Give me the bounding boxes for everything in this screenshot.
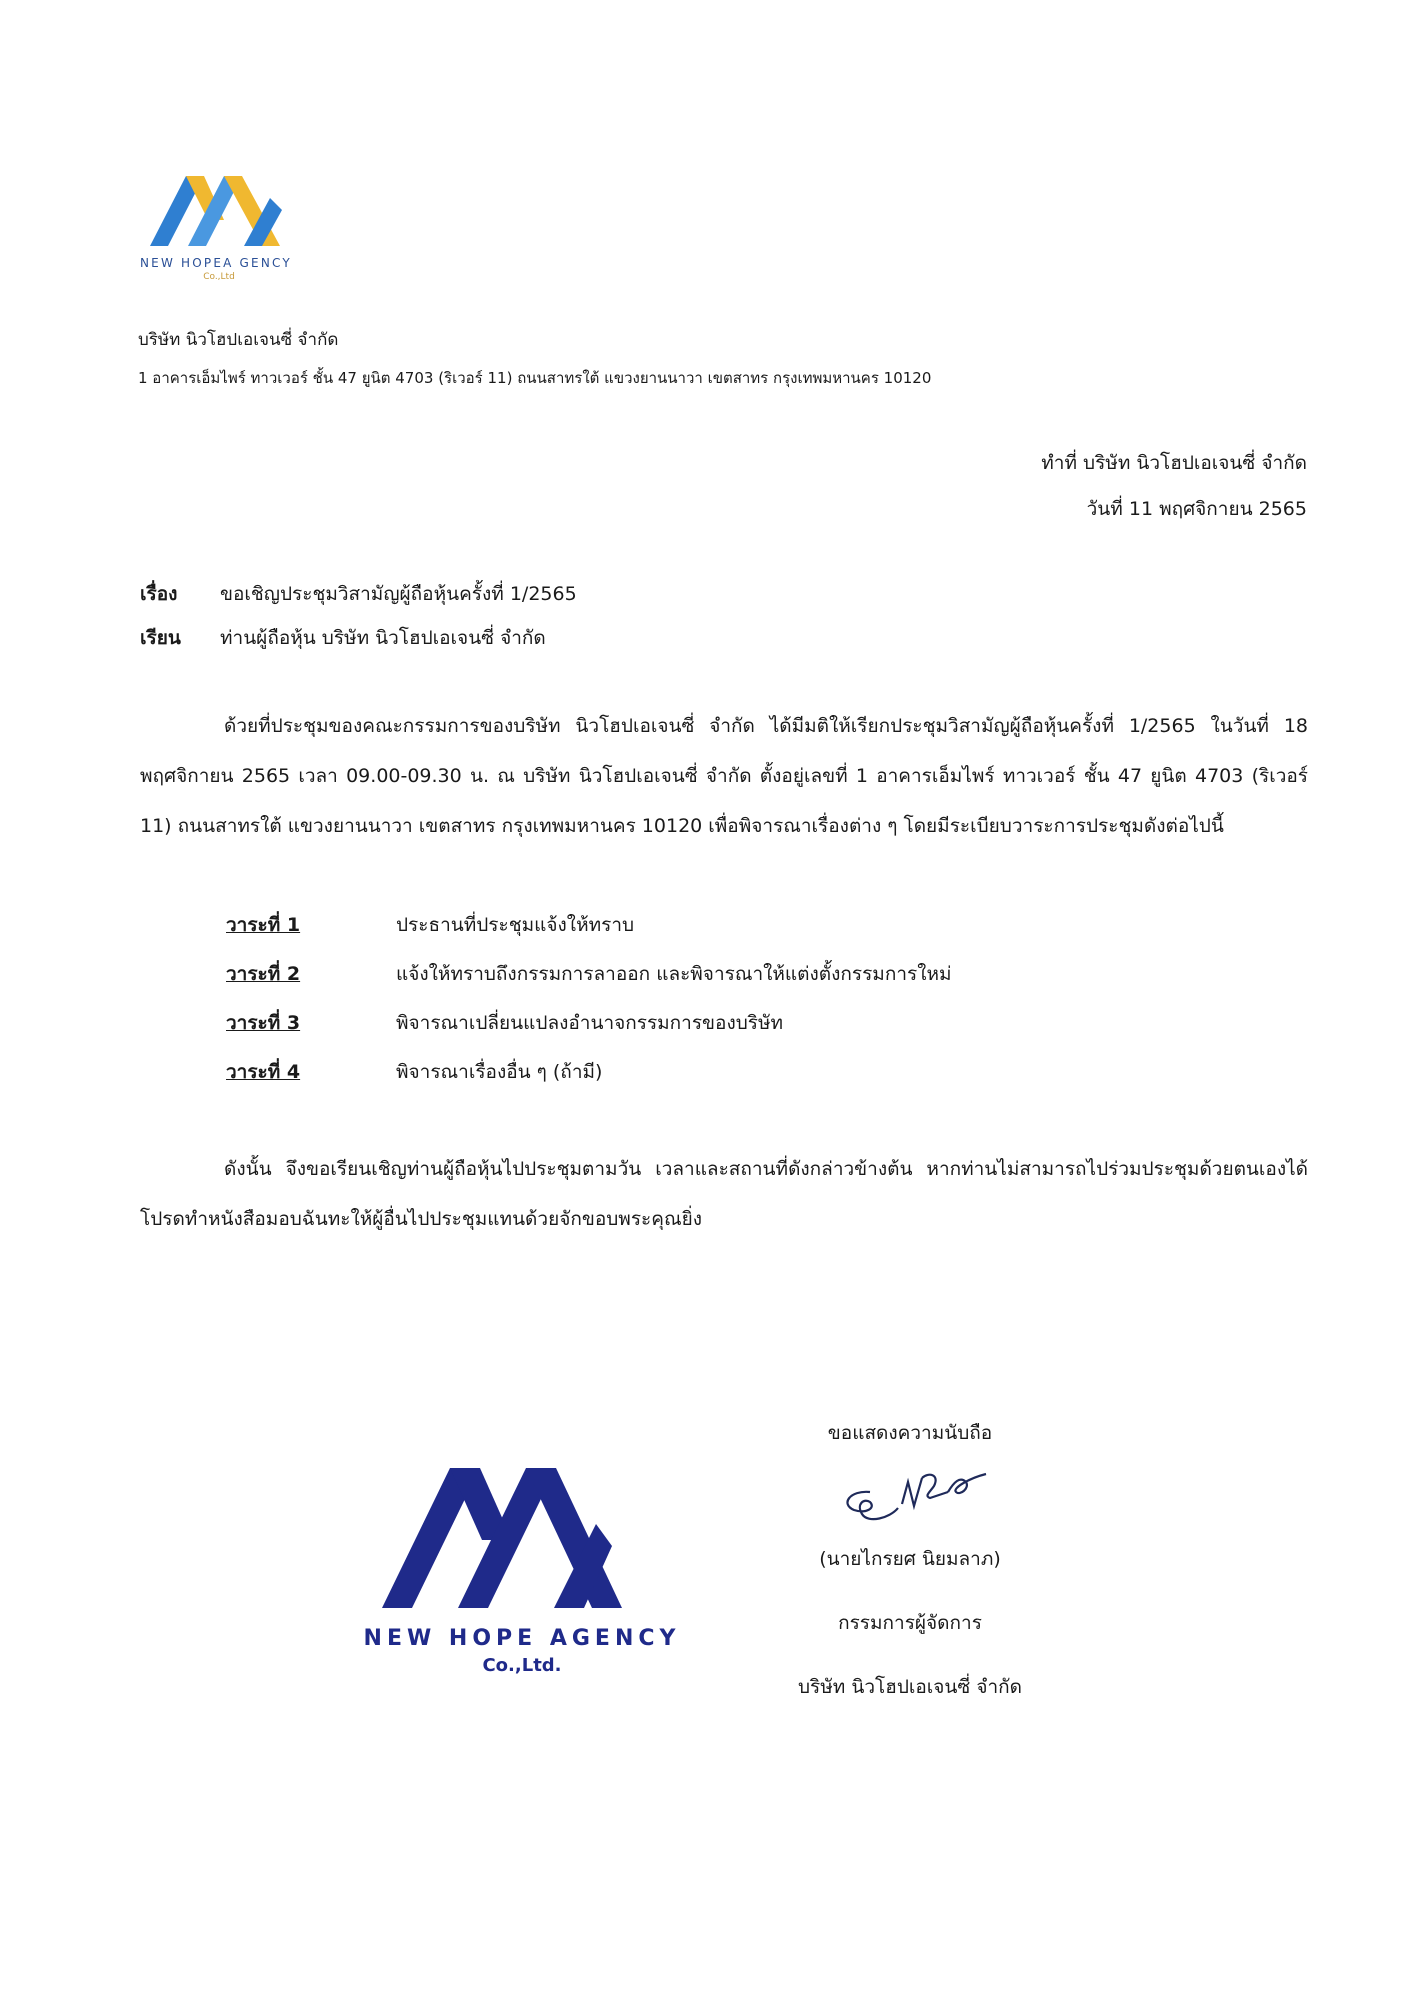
- agenda-number: วาระที่ 4: [226, 1060, 301, 1083]
- company-logo: [140, 158, 308, 282]
- signature-block: [760, 1418, 1060, 1702]
- recipient-text: ท่านผู้ถือหุ้น บริษัท นิวโฮปเอเจนซี่ จำกัด: [220, 627, 546, 649]
- letter-date: วันที่ 11 พฤศจิกายน 2565: [1086, 498, 1307, 520]
- company-seal: [362, 1428, 682, 1676]
- agenda-item: [226, 998, 952, 1047]
- body-paragraph-2-text: ดังนั้น จึงขอเรียนเชิญท่านผู้ถือหุ้นไปประชุมตามวัน เวลาและสถานที่ดังกล่าวข้างต้น หากท่านไม่สามารถไปร่วมประชุมด้วยตนเองได้ โปรดทำหนังสือมอบฉันทะให้ผู้อื่นไปประชุมแทนด้วยจักขอบพระคุณยิ่ง: [140, 1158, 1308, 1230]
- company-seal-mark: [372, 1428, 672, 1618]
- agenda-text: แจ้งให้ทราบถึงกรรมการลาออก และพิจารณาให้แต่งตั้งกรรมการใหม่: [396, 962, 952, 985]
- recipient-row: [140, 623, 546, 653]
- body-paragraph-2: [140, 1144, 1308, 1244]
- subject-label: เรื่อง: [140, 583, 178, 605]
- agenda-item: [226, 949, 952, 998]
- agenda-text: พิจารณาเปลี่ยนแปลงอำนาจกรรมการของบริษัท: [396, 1011, 784, 1034]
- logo-brand-text: NEW HOPEA GENCY: [140, 256, 292, 270]
- agenda-text: ประธานที่ประชุมแจ้งให้ทราบ: [396, 913, 635, 936]
- agenda-number: วาระที่ 2: [226, 962, 301, 985]
- body-paragraph-1: [140, 701, 1308, 851]
- company-address: 1 อาคารเอ็มไพร์ ทาวเวอร์ ชั้น 47 ยูนิต 4703 (ริเวอร์ 11) ถนนสาทรใต้ แขวงยานนาวา เขตสาทร กรุงเทพมหานคร 10120: [138, 369, 932, 387]
- agenda-text: พิจารณาเรื่องอื่น ๆ (ถ้ามี): [396, 1060, 603, 1083]
- closing-text: ขอแสดงความนับถือ: [827, 1422, 993, 1444]
- recipient-label: เรียน: [140, 627, 181, 649]
- body-paragraph-1-text: ด้วยที่ประชุมของคณะกรรมการของบริษัท นิวโฮปเอเจนซี่ จำกัด ได้มีมติให้เรียกประชุมวิสามัญผู้ถือหุ้นครั้งที่ 1/2565 ในวันที่ 18 พฤศจิกายน 2565 เวลา 09.00-09.30 น. ณ บริษัท นิวโฮปเอเจนซี่ จำกัด ตั้งอยู่เลขที่ 1 อาคารเอ็มไพร์ ทาวเวอร์ ชั้น 47 ยูนิต 4703 (ริเวอร์ 11) ถนนสาทรใต้ แขวงยานนาวา เขตสาทร กรุงเทพมหานคร 10120 เพื่อพิจารณาเรื่องต่าง ๆ โดยมีระเบียบวาระการประชุมดังต่อไปนี้: [140, 715, 1308, 837]
- company-logo-mark: [146, 158, 296, 250]
- signatory-company: บริษัท นิวโฮปเอเจนซี่ จำกัด: [798, 1676, 1022, 1698]
- subject-row: [140, 579, 577, 609]
- handwritten-signature: [810, 1452, 1010, 1542]
- company-name: บริษัท นิวโฮปเอเจนซี่ จำกัด: [138, 330, 339, 350]
- subject-text: ขอเชิญประชุมวิสามัญผู้ถือหุ้นครั้งที่ 1/2565: [220, 583, 577, 605]
- agenda-number: วาระที่ 1: [226, 913, 301, 936]
- letter-place: ทำที่ บริษัท นิวโฮปเอเจนซี่ จำกัด: [1041, 452, 1307, 474]
- logo-sub-text: Co.,Ltd: [203, 272, 235, 282]
- seal-company-suffix: Co.,Ltd.: [482, 1655, 562, 1676]
- agenda-item: [226, 1047, 952, 1096]
- agenda-item: [226, 900, 952, 949]
- agenda-list: [226, 900, 952, 1096]
- seal-company-name: NEW HOPE AGENCY: [363, 1626, 681, 1651]
- signatory-title: กรรมการผู้จัดการ: [838, 1612, 982, 1634]
- agenda-number: วาระที่ 3: [226, 1011, 301, 1034]
- signatory-name: (นายไกรยศ นิยมลาภ): [819, 1548, 1001, 1570]
